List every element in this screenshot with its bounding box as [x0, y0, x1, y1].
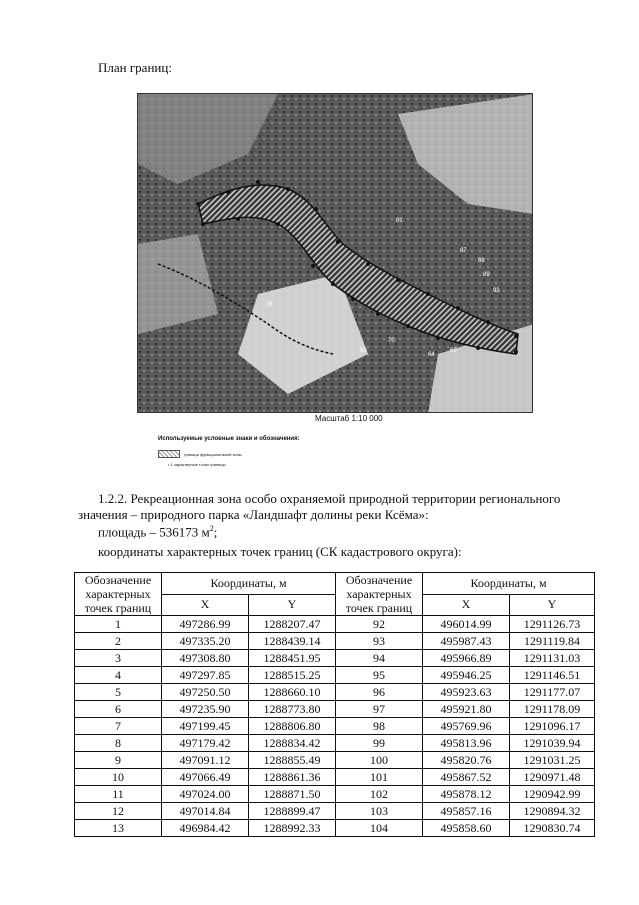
table-cell: 12	[75, 803, 162, 820]
legend-label: • 1 характерные точки границы	[168, 462, 226, 467]
area-suffix: ;	[213, 524, 218, 540]
table-cell: 1290942.99	[510, 786, 595, 803]
legend-item-boundary	[158, 450, 242, 458]
header-point: Обозначение характерных точек границ	[75, 573, 162, 616]
table-cell: 497250.50	[162, 684, 249, 701]
header-x: X	[162, 594, 249, 616]
table-cell: 103	[336, 803, 423, 820]
table-cell: 497335.20	[162, 633, 249, 650]
table-header-row	[75, 573, 595, 595]
table-cell: 1288439.14	[249, 633, 336, 650]
table-cell: 1288899.47	[249, 803, 336, 820]
table-cell: 1	[75, 616, 162, 633]
table-cell: 1288773.80	[249, 701, 336, 718]
table-row	[75, 650, 595, 667]
plan-title: План границ:	[98, 60, 172, 75]
table-cell: 92	[336, 616, 423, 633]
table-cell: 496014.99	[423, 616, 510, 633]
table-cell: 10	[75, 769, 162, 786]
table-cell: 1288992.33	[249, 820, 336, 837]
point-label: 26	[266, 302, 273, 308]
point-label: 63	[360, 348, 367, 354]
table-cell: 1288806.80	[249, 718, 336, 735]
table-cell: 11	[75, 786, 162, 803]
table-cell: 1290971.48	[510, 769, 595, 786]
table-cell: 96	[336, 684, 423, 701]
table-row	[75, 735, 595, 752]
table-cell: 495867.52	[423, 769, 510, 786]
table-cell: 95	[336, 667, 423, 684]
table-cell: 1288660.10	[249, 684, 336, 701]
table-row	[75, 786, 595, 803]
table-cell: 1288207.47	[249, 616, 336, 633]
table-cell: 1291177.07	[510, 684, 595, 701]
table-cell: 98	[336, 718, 423, 735]
legend-label: граница функциональной зоны	[184, 451, 242, 457]
table-cell: 8	[75, 735, 162, 752]
table-cell: 495813.96	[423, 735, 510, 752]
table-cell: 1288515.25	[249, 667, 336, 684]
table-cell: 94	[336, 650, 423, 667]
table-cell: 104	[336, 820, 423, 837]
table-row	[75, 820, 595, 837]
table-cell: 495857.16	[423, 803, 510, 820]
coordinates-table	[74, 572, 595, 837]
table-cell: 497199.45	[162, 718, 249, 735]
area-text	[98, 524, 217, 540]
table-cell: 6	[75, 701, 162, 718]
header-x: X	[423, 594, 510, 616]
table-cell: 495921.80	[423, 701, 510, 718]
section-heading: 1.2.2. Рекреационная зона особо охраняемой природной территории регионального	[98, 491, 561, 506]
point-label: 81	[396, 218, 403, 224]
table-cell: 1291126.73	[510, 616, 595, 633]
table-row	[75, 633, 595, 650]
table-cell: 497297.85	[162, 667, 249, 684]
table-cell: 9	[75, 752, 162, 769]
table-cell: 5	[75, 684, 162, 701]
table-cell: 93	[336, 633, 423, 650]
table-cell: 101	[336, 769, 423, 786]
table-cell: 497286.99	[162, 616, 249, 633]
table-cell: 102	[336, 786, 423, 803]
table-cell: 7	[75, 718, 162, 735]
table-cell: 495987.43	[423, 633, 510, 650]
table-cell: 13	[75, 820, 162, 837]
map-scale: Масштаб 1:10 000	[315, 414, 383, 423]
header-coords: Координаты, м	[423, 573, 595, 595]
boundary-swatch-icon	[158, 450, 180, 458]
coords-intro: координаты характерных точек границ (СК кадастрового округа):	[98, 544, 462, 559]
table-cell: 495946.25	[423, 667, 510, 684]
table-cell: 497179.42	[162, 735, 249, 752]
point-label: 64	[428, 352, 435, 358]
table-cell: 1291178.09	[510, 701, 595, 718]
area-unit-sup: 2	[209, 524, 214, 533]
header-y: Y	[249, 594, 336, 616]
table-cell: 1290894.32	[510, 803, 595, 820]
table-cell: 1288871.50	[249, 786, 336, 803]
table-cell: 99	[336, 735, 423, 752]
section-heading-cont: значения – природного парка «Ландшафт долины реки Ксёма»:	[78, 507, 429, 522]
table-row	[75, 803, 595, 820]
table-cell: 1291131.03	[510, 650, 595, 667]
table-cell: 2	[75, 633, 162, 650]
point-label: 93	[493, 288, 500, 294]
table-cell: 100	[336, 752, 423, 769]
table-cell: 1291031.25	[510, 752, 595, 769]
table-cell: 495769.96	[423, 718, 510, 735]
area-value: площадь – 536173 м	[98, 524, 210, 540]
table-cell: 497308.80	[162, 650, 249, 667]
legend-title: Используемые условные знаки и обозначения:	[158, 436, 300, 442]
table-cell: 497091.12	[162, 752, 249, 769]
table-cell: 496984.42	[162, 820, 249, 837]
point-label: 89	[483, 272, 490, 278]
map-svg	[138, 94, 533, 413]
header-coords: Координаты, м	[162, 573, 336, 595]
table-cell: 495878.12	[423, 786, 510, 803]
table-cell: 497024.00	[162, 786, 249, 803]
table-row	[75, 752, 595, 769]
table-cell: 1291119.84	[510, 633, 595, 650]
table-row	[75, 684, 595, 701]
table-row	[75, 718, 595, 735]
table-cell: 497014.84	[162, 803, 249, 820]
table-row	[75, 616, 595, 633]
table-cell: 1288861.36	[249, 769, 336, 786]
table-cell: 97	[336, 701, 423, 718]
table-row	[75, 667, 595, 684]
table-cell: 1288855.49	[249, 752, 336, 769]
table-cell: 1291096.17	[510, 718, 595, 735]
table-cell: 495966.89	[423, 650, 510, 667]
point-label: 88	[478, 258, 485, 264]
point-label: 65	[450, 348, 457, 354]
table-cell: 495923.63	[423, 684, 510, 701]
table-cell: 1288451.95	[249, 650, 336, 667]
table-row	[75, 701, 595, 718]
legend-item-points	[168, 462, 226, 467]
table-cell: 1290830.74	[510, 820, 595, 837]
table-cell: 497235.90	[162, 701, 249, 718]
boundary-map-image	[137, 93, 533, 413]
table-cell: 1291039.94	[510, 735, 595, 752]
table-cell: 495820.76	[423, 752, 510, 769]
point-label: 87	[460, 248, 467, 254]
table-cell: 495858.60	[423, 820, 510, 837]
header-y: Y	[510, 594, 595, 616]
table-cell: 1288834.42	[249, 735, 336, 752]
table-cell: 4	[75, 667, 162, 684]
table-cell: 1291146.51	[510, 667, 595, 684]
table-cell: 497066.49	[162, 769, 249, 786]
table-cell: 3	[75, 650, 162, 667]
table-row	[75, 769, 595, 786]
point-label: 70	[388, 338, 395, 344]
header-point: Обозначение характерных точек границ	[336, 573, 423, 616]
